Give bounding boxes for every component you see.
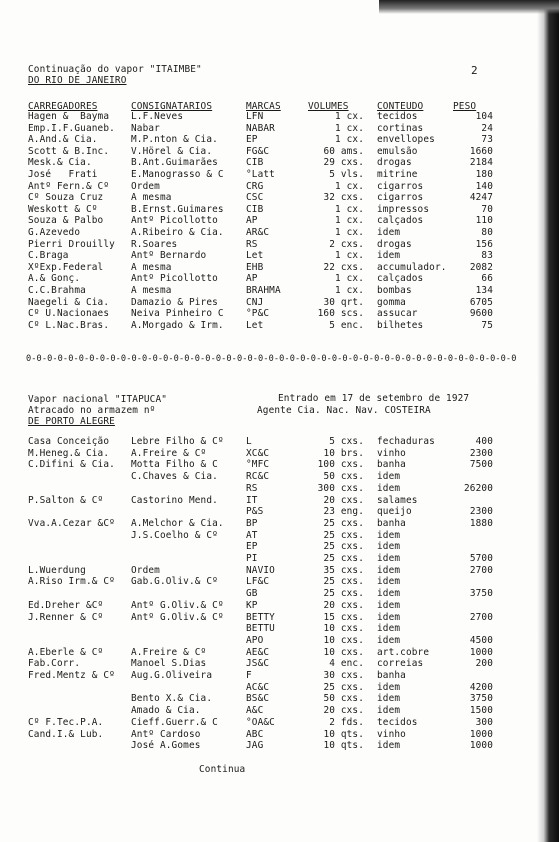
row-consignee: Antº Picollotto [131,273,218,285]
row-consignee: Motta Filho & C [131,459,218,471]
row-shipper: Fred.Mentz & Cº [28,670,115,681]
row-weight: 4500 [469,634,493,646]
row-consignee: A.Melchor & Cia. [131,517,224,529]
row-mark: RS [246,238,258,250]
row-weight: 1000 [469,740,493,752]
row-weight: 26200 [464,482,493,494]
row-volumes: 50 cxs. [323,471,364,483]
row-consignee: Neiva Pinheiro C [131,308,224,320]
row-weight: 6705 [469,296,493,308]
row-shipper: Naegeli & Cia. [28,296,110,308]
row-contents: vinho [377,728,406,740]
row-shipper: A.& Gonç. [28,273,81,285]
row-volumes: 32 cxs. [323,192,364,204]
col-header-consignatarios: CONSIGNATARIOS [131,101,213,112]
row-shipper: A.Riso Irm.& Cº [28,576,115,588]
row-volumes: 20 cxs. [323,494,364,506]
row-mark: XC&C [246,447,270,459]
row-consignee: Aug.G.Oliveira [131,670,213,681]
row-mark: L [246,436,252,447]
row-shipper: XºExp.Federal [28,261,104,273]
row-weight: 80 [481,227,493,238]
row-mark: BS&C [246,693,270,705]
row-mark: RS [246,482,258,494]
row-contents: cigarros [377,180,424,192]
row-shipper: Hagen & Bayma [28,111,110,122]
row-volumes: 30 cxs. [323,670,364,681]
row-volumes: 4 enc. [329,658,364,670]
row-shipper: Souza & Palbo [28,215,104,227]
arrival-date: Entrado em 17 de setembro de 1927 [278,393,470,404]
row-weight: 1500 [469,705,493,717]
row-weight: 2082 [469,261,493,273]
row-volumes: 10 qts. [323,740,364,752]
row-consignee: C.Chaves & Cia. [131,471,218,483]
row-weight: 1880 [469,517,493,529]
row-mark: LF&C [246,576,270,588]
row-shipper: Cº Souza Cruz [28,192,104,204]
row-weight: 400 [475,436,493,447]
row-contents: mitrine [377,169,418,180]
row-volumes: 35 cxs. [323,564,364,576]
row-consignee: Damazio & Pires [131,296,218,308]
row-consignee: Antº G.Oliv.& Cº [131,611,224,623]
row-mark: A&C [246,705,264,717]
row-volumes: 2 cxs. [329,238,364,250]
row-consignee: Manoel S.Dias [131,658,207,670]
col-header-carregadores: CARREGADORES [28,101,98,112]
row-consignee: Antº G.Oliv.& Cº [131,599,224,611]
row-volumes: 20 cxs. [323,705,364,717]
row-volumes: 100 cxs. [317,459,364,471]
row-shipper: Antº Fern.& Cº [28,180,110,192]
row-weight: 300 [475,716,493,728]
row-contents: fechaduras [377,436,435,447]
row-volumes: 10 cxs. [323,646,364,658]
row-contents: art.cobre [377,646,430,658]
row-contents: impressos [377,203,430,215]
row-mark: IT [246,494,258,506]
row-shipper: Mesk.& Cia. [28,157,92,169]
row-volumes: 1 cx. [335,180,364,192]
row-consignee: B.Ernst.Guimares [131,203,224,215]
row-weight: 1000 [469,646,493,658]
row-contents: idem [377,705,401,717]
row-mark: APO [246,634,264,646]
row-weight: 2700 [469,564,493,576]
row-contents: idem [377,681,401,693]
row-mark: GB [246,588,258,600]
origin-title: DO RIO DE JANEIRO [28,75,127,86]
row-volumes: 10 cxs. [323,634,364,646]
row-volumes: 5 vls. [329,169,364,180]
row-consignee: Antº Cardoso [131,728,201,740]
row-shipper: Fab.Corr. [28,658,81,670]
row-mark: CIB [246,203,264,215]
row-volumes: 25 cxs. [323,517,364,529]
row-contents: banha [377,670,406,681]
row-mark: °Latt [246,169,275,180]
row-shipper: Casa Conceição [28,436,110,447]
row-weight: 4200 [469,681,493,693]
row-shipper: C.Braga [28,250,69,262]
row-mark: AP [246,215,258,227]
row-contents: drogas [377,238,412,250]
row-contents: idem [377,588,401,600]
row-contents: idem [377,693,401,705]
row-shipper: A.And.& Cia. [28,134,98,146]
row-contents: vinho [377,447,406,459]
row-volumes: 1 cx. [335,215,364,227]
row-shipper: Cand.I.& Lub. [28,728,104,740]
row-contents: cigarros [377,192,424,204]
agent-info: Agente Cia. Nac. Nav. COSTEIRA [257,405,431,416]
row-contents: idem [377,541,401,553]
row-volumes: 10 brs. [323,447,364,459]
row-contents: bombas [377,285,412,296]
col-header-marcas: MARCAS [246,101,281,112]
row-volumes: 5 cxs. [329,436,364,447]
row-contents: idem [377,623,401,635]
row-contents: envellopes [377,134,435,146]
row-volumes: 5 enc. [329,319,364,331]
page-number: 2 [471,64,478,77]
row-contents: tecidos [377,716,418,728]
row-weight: 4247 [469,192,493,204]
row-consignee: Nabar [131,122,160,134]
row-volumes: 1 cx. [335,134,364,146]
row-weight: 104 [475,111,493,122]
row-contents: idem [377,634,401,646]
row-volumes: 60 ams. [323,145,364,157]
row-shipper: Cº L.Nac.Bras. [28,319,110,331]
row-consignee: B.Ant.Guimarães [131,157,218,169]
row-consignee: José A.Gomes [131,740,201,752]
row-contents: idem [377,740,401,752]
row-contents: banha [377,517,406,529]
row-shipper: Ed.Dreher &Cº [28,599,104,611]
row-volumes: 29 cxs. [323,157,364,169]
row-consignee: A.Freire & Cº [131,646,207,658]
row-shipper: J.Renner & Cº [28,611,104,623]
row-contents: calçados [377,215,424,227]
row-volumes: 300 cxs. [317,482,364,494]
row-mark: CRG [246,180,264,192]
row-weight: 156 [475,238,493,250]
row-mark: °P&C [246,308,270,320]
row-volumes: 23 eng. [323,506,364,518]
row-shipper: L.Wuerdung [28,564,86,576]
row-weight: 5700 [469,553,493,564]
row-volumes: 1 cx. [335,285,364,296]
row-weight: 7500 [469,459,493,471]
row-consignee: A mesma [131,192,172,204]
row-mark: AT [246,529,258,541]
row-consignee: Antº Picollotto [131,215,218,227]
row-mark: CSC [246,192,264,204]
row-consignee: A mesma [131,285,172,296]
scan-edge-shadow [537,0,559,842]
row-contents: idem [377,599,401,611]
row-consignee: R.Soares [131,238,178,250]
row-weight: 3750 [469,588,493,600]
row-shipper: Emp.I.F.Guaneb. [28,122,115,134]
row-contents: idem [377,471,401,483]
row-mark: CIB [246,157,264,169]
row-contents: banha [377,459,406,471]
col-header-volumes: VOLUMES [308,101,349,112]
row-contents: cortinas [377,122,424,134]
row-consignee: E.Manograsso & C [131,169,224,180]
row-contents: accumulador. [377,261,447,273]
row-weight: 2184 [469,157,493,169]
row-contents: idem [377,576,401,588]
row-weight: 2300 [469,447,493,459]
row-weight: 66 [481,273,493,285]
row-contents: idem [377,227,401,238]
row-weight: 73 [481,134,493,146]
row-contents: tecidos [377,111,418,122]
row-weight: 2700 [469,611,493,623]
row-contents: idem [377,250,401,262]
row-mark: EP [246,134,258,146]
row-volumes: 10 qts. [323,728,364,740]
row-weight: 3750 [469,693,493,705]
row-weight: 200 [475,658,493,670]
row-contents: bilhetes [377,319,424,331]
row-mark: BETTU [246,623,275,635]
row-volumes: 22 cxs. [323,261,364,273]
row-volumes: 1 cx. [335,250,364,262]
col-header-conteudo: CONTEUDO [377,101,424,112]
row-consignee: A.Freire & Cº [131,447,207,459]
row-mark: Let [246,250,264,262]
row-contents: drogas [377,157,412,169]
row-mark: FG&C [246,145,270,157]
row-weight: 70 [481,203,493,215]
col-header-peso: PESO [453,101,477,112]
row-shipper: Vva.A.Cezar &Cº [28,517,115,529]
row-mark: EP [246,541,258,553]
row-shipper: G.Azevedo [28,227,81,238]
row-weight: 24 [481,122,493,134]
row-shipper: Weskott & Cº [28,203,98,215]
row-mark: Let [246,319,264,331]
row-contents: emulsão [377,145,418,157]
row-mark: NABAR [246,122,275,134]
row-contents: gomma [377,296,406,308]
row-consignee: A mesma [131,261,172,273]
row-volumes: 1 cx. [335,111,364,122]
row-consignee: Lebre Filho & Cº [131,436,224,447]
row-shipper: M.Heneg.& Cia. [28,447,110,459]
row-weight: 110 [475,215,493,227]
row-shipper: Scott & B.Inc. [28,145,110,157]
row-shipper: C.C.Brahma [28,285,86,296]
row-volumes: 20 cxs. [323,599,364,611]
row-contents: correias [377,658,424,670]
row-contents: idem [377,482,401,494]
row-mark: RC&C [246,471,270,483]
row-volumes: 160 scs. [317,308,364,320]
row-volumes: 15 cxs. [323,611,364,623]
row-weight: 180 [475,169,493,180]
row-weight: 1660 [469,145,493,157]
row-shipper: C.Difini & Cia. [28,459,115,471]
row-volumes: 25 cxs. [323,541,364,553]
row-weight: 83 [481,250,493,262]
row-volumes: 1 cx. [335,122,364,134]
row-volumes: 10 cxs. [323,623,364,635]
row-weight: 75 [481,319,493,331]
continuation-title: Continuação do vapor "ITAIMBE" [28,64,202,75]
row-mark: BETTY [246,611,275,623]
row-mark: NAVIO [246,564,275,576]
row-volumes: 1 cx. [335,203,364,215]
row-volumes: 25 cxs. [323,529,364,541]
row-consignee: J.S.Coelho & Cº [131,529,218,541]
row-mark: AR&C [246,227,270,238]
row-contents: idem [377,611,401,623]
row-consignee: A.Ribeiro & Cia. [131,227,224,238]
row-consignee: Castorino Mend. [131,494,218,506]
row-mark: AE&C [246,646,270,658]
origin-porto-alegre: DE PORTO ALEGRE [28,416,115,427]
row-shipper: José Frati [28,169,98,180]
row-weight: 1000 [469,728,493,740]
row-consignee: Gab.G.Oliv.& Cº [131,576,218,588]
row-mark: °MFC [246,459,270,471]
row-contents: idem [377,529,401,541]
row-mark: KP [246,599,258,611]
row-shipper: A.Eberle & Cº [28,646,104,658]
row-shipper: Cº U.Nacionaes [28,308,110,320]
row-mark: JAG [246,740,264,752]
row-volumes: 1 cx. [335,273,364,285]
row-contents: calçados [377,273,424,285]
row-volumes: 2 fds. [329,716,364,728]
row-mark: ABC [246,728,264,740]
row-consignee: M.P.nton & Cia. [131,134,218,146]
row-mark: JS&C [246,658,270,670]
row-consignee: L.F.Neves [131,111,184,122]
row-volumes: 25 cxs. [323,681,364,693]
row-consignee: A.Morgado & Irm. [131,319,224,331]
row-contents: salames [377,494,418,506]
row-consignee: Amado & Cia. [131,705,201,717]
row-weight: 2300 [469,506,493,518]
section-separator: 0-0-0-0-0-0-0-0-0-0-0-0-0-0-0-0-0-0-0-0-0-0-0-0-0-0-0-0-0-0-0-0-0-0-0-0-0-0-0-0-0-0-0-0-0-0-0 [26,354,517,364]
row-mark: EHB [246,261,264,273]
row-volumes: 25 cxs. [323,576,364,588]
row-weight: 134 [475,285,493,296]
row-shipper: Cº F.Tec.P.A. [28,716,104,728]
row-weight: 9600 [469,308,493,320]
row-consignee: Ordem [131,180,160,192]
row-consignee: Antº Bernardo [131,250,207,262]
row-mark: PI [246,553,258,564]
continua-label: Continua [199,764,246,775]
row-mark: AP [246,273,258,285]
row-volumes: 30 qrt. [323,296,364,308]
row-volumes: 25 cxs. [323,588,364,600]
row-mark: F [246,670,252,681]
row-mark: BP [246,517,258,529]
row-mark: AC&C [246,681,270,693]
berth-info: Atracado no armazem nº [28,405,156,416]
row-contents: idem [377,564,401,576]
row-consignee: Cieff.Guerr.& C [131,716,218,728]
row-mark: °OA&C [246,716,275,728]
row-volumes: 25 cxs. [323,553,364,564]
row-mark: P&S [246,506,264,518]
row-shipper: Pierri Drouilly [28,238,115,250]
row-volumes: 1 cx. [335,227,364,238]
row-contents: queijo [377,506,412,518]
row-contents: assucar [377,308,418,320]
row-contents: idem [377,553,401,564]
vessel-name: Vapor nacional "ITAPUCA" [28,394,168,405]
scan-corner-shadow [379,0,559,14]
row-shipper: P.Salton & Cº [28,494,104,506]
row-mark: BRAHMA [246,285,281,296]
row-consignee: V.Hörel & Cia. [131,145,213,157]
row-mark: CNJ [246,296,264,308]
row-volumes: 50 cxs. [323,693,364,705]
row-consignee: Ordem [131,564,160,576]
row-mark: LFN [246,111,264,122]
row-consignee: Bento X.& Cia. [131,693,213,705]
row-weight: 140 [475,180,493,192]
